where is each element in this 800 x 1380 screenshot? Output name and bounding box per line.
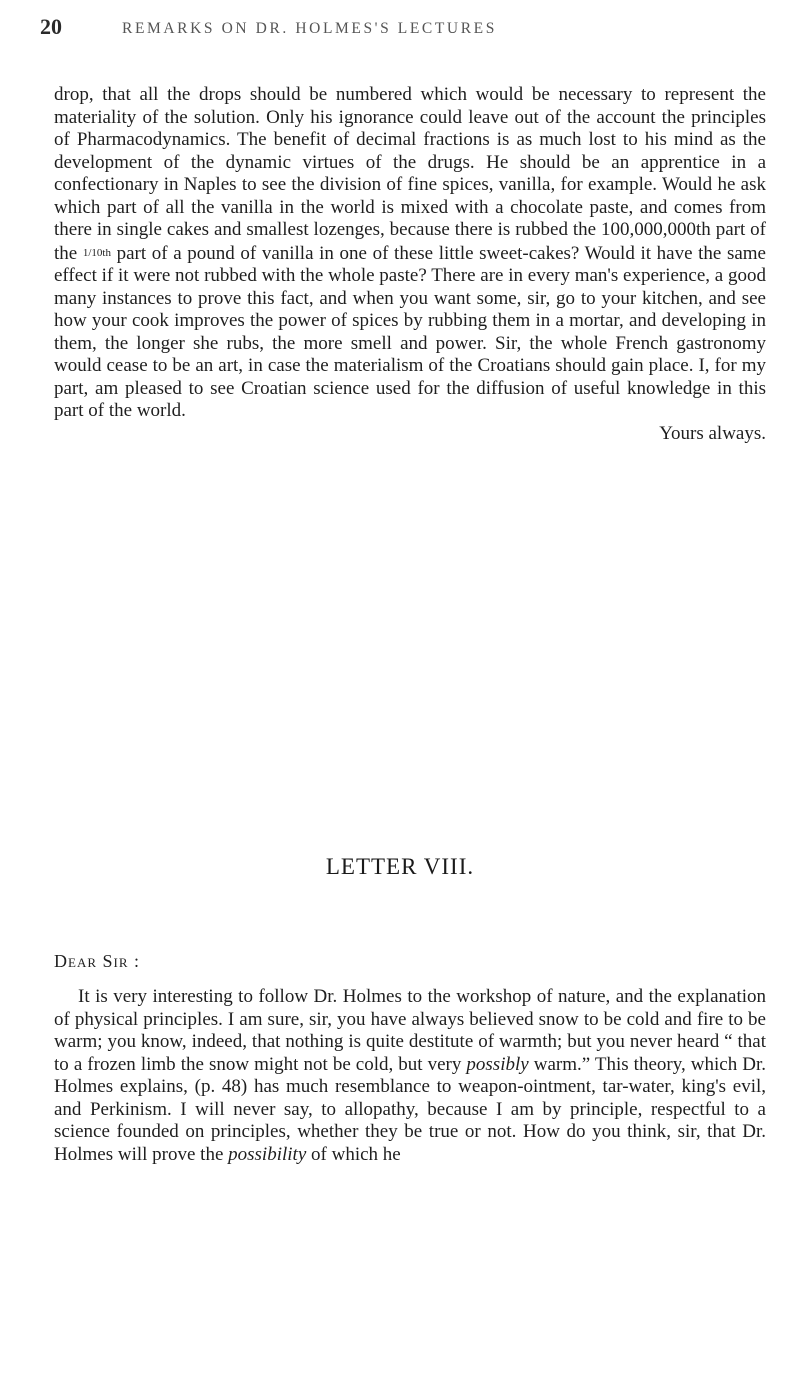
emphasis: possibly bbox=[466, 1053, 529, 1075]
signoff: Yours always. bbox=[659, 422, 766, 444]
letter-body bbox=[54, 986, 766, 1166]
emphasis: possibility bbox=[228, 1143, 307, 1165]
text-run: It is very interesting to follow Dr. Holmes to the workshop of nature, and the explanation of physical principles. I am sure, sir, you have always believed snow to be cold and fire to be warm; you know, indeed, that nothing is quite destitute of warmth; but you never heard “ that to a frozen limb the snow might not be cold, but very bbox=[54, 986, 766, 1075]
page-number: 20 bbox=[40, 14, 62, 39]
paragraph bbox=[54, 986, 766, 1166]
text-run: part of a pound of vanilla in one of these little sweet-cakes? Would it have the same effect if it were not rubbed with the whole paste? There are in every man's experience, a good many instances to prove this fact, and when you want some, sir, go to your kitchen, and see how your cook improves the power of spices by rubbing them in a mortar, and developing in them, the longer she rubs, the more smell and power. Sir, the whole French gastronomy would cease to be an art, in case the materialism of the Croatians should gain place. I, for my part, am pleased to see Croatian science used for the diffusion of useful knowledge in this part of the world. bbox=[54, 242, 766, 421]
letter-continuation-text bbox=[54, 84, 766, 445]
text-run: drop, that all the drops should be numbered which would be necessary to represent the materiality of the solution. Only his ignorance could leave out of the account the principles of Pharmacodynamics. The benefit of decimal fractions is as much lost to his mind as the development of the dynamic virtues of the drugs. He should be an apprentice in a confectionary in Naples to see the division of fine spices, vanilla, for example. Would he ask which part of all the vanilla in the world is mixed with a chocolate paste, and comes from there in single cakes and smallest lozenges, because there is rubbed the 100,000,000th part of the bbox=[54, 84, 766, 264]
salutation: Dear Sir : bbox=[54, 951, 141, 971]
running-head: REMARKS ON DR. HOLMES'S LECTURES bbox=[122, 20, 497, 37]
letter-heading: LETTER VIII. bbox=[325, 854, 475, 879]
text-run: warm.” This theory, which Dr. Holmes explains, (p. 48) has much resemblance to weapon-ointment, tar-water, king's evil, and Perkinism. I will never say, to allopathy, because I am by principle, respectful to a science founded on principles, whether they be true or not. How do you think, sir, that Dr. Holmes will prove the bbox=[54, 1053, 766, 1165]
fraction: 1/10th bbox=[82, 246, 111, 259]
page-header bbox=[40, 10, 760, 50]
paragraph bbox=[54, 84, 766, 445]
text-run: of which he bbox=[306, 1143, 401, 1165]
